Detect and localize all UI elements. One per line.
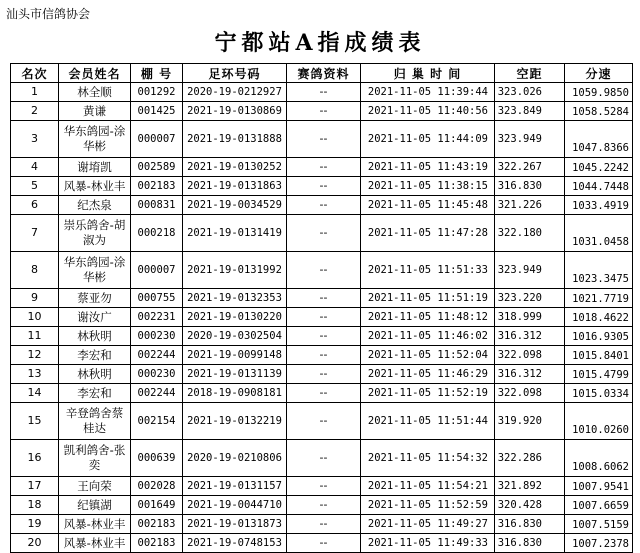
cell-ring-no: 2021-19-0132219 <box>183 403 287 440</box>
cell-pigeon-info: -- <box>287 384 361 403</box>
cell-return-time: 2021-11-05 11:45:48 <box>361 196 495 215</box>
table-row <box>11 365 633 384</box>
cell-ring-no: 2021-19-0131888 <box>183 121 287 158</box>
cell-distance: 323.949 <box>495 121 565 158</box>
table-row <box>11 158 633 177</box>
table-row <box>11 440 633 477</box>
cell-return-time: 2021-11-05 11:51:19 <box>361 289 495 308</box>
cell-loft-no: 000007 <box>131 252 183 289</box>
cell-pigeon-info: -- <box>287 496 361 515</box>
cell-member-name: 风暴-林业丰 <box>59 515 131 534</box>
cell-loft-no: 002183 <box>131 534 183 553</box>
col-header-member-name: 会员姓名 <box>59 64 131 83</box>
cell-rank: 8 <box>11 252 59 289</box>
cell-pigeon-info: -- <box>287 515 361 534</box>
cell-rank: 13 <box>11 365 59 384</box>
cell-member-name: 凯利鸽舍-张奕 <box>59 440 131 477</box>
cell-speed: 1007.2378 <box>565 534 633 553</box>
cell-member-name: 林秋明 <box>59 327 131 346</box>
table-row <box>11 496 633 515</box>
cell-loft-no: 001425 <box>131 102 183 121</box>
cell-rank: 11 <box>11 327 59 346</box>
cell-return-time: 2021-11-05 11:46:29 <box>361 365 495 384</box>
cell-ring-no: 2021-19-0130869 <box>183 102 287 121</box>
cell-pigeon-info: -- <box>287 365 361 384</box>
cell-rank: 10 <box>11 308 59 327</box>
cell-pigeon-info: -- <box>287 83 361 102</box>
table-row <box>11 477 633 496</box>
cell-loft-no: 002231 <box>131 308 183 327</box>
cell-ring-no: 2021-19-0130220 <box>183 308 287 327</box>
cell-pigeon-info: -- <box>287 121 361 158</box>
table-row <box>11 102 633 121</box>
cell-rank: 12 <box>11 346 59 365</box>
cell-return-time: 2021-11-05 11:39:44 <box>361 83 495 102</box>
page-title: 宁都站A指成绩表 <box>214 30 426 56</box>
cell-distance: 322.098 <box>495 346 565 365</box>
cell-distance: 316.830 <box>495 534 565 553</box>
cell-distance: 322.098 <box>495 384 565 403</box>
col-header-speed: 分速 <box>565 64 633 83</box>
cell-rank: 18 <box>11 496 59 515</box>
table-row <box>11 177 633 196</box>
cell-speed: 1023.3475 <box>565 252 633 289</box>
cell-ring-no: 2018-19-0908181 <box>183 384 287 403</box>
cell-pigeon-info: -- <box>287 102 361 121</box>
cell-member-name: 华东鸽园-涂华彬 <box>59 121 131 158</box>
cell-distance: 323.949 <box>495 252 565 289</box>
cell-rank: 4 <box>11 158 59 177</box>
cell-return-time: 2021-11-05 11:49:33 <box>361 534 495 553</box>
cell-member-name: 谢汝广 <box>59 308 131 327</box>
cell-rank: 16 <box>11 440 59 477</box>
cell-loft-no: 000639 <box>131 440 183 477</box>
cell-distance: 322.180 <box>495 215 565 252</box>
cell-speed: 1018.4622 <box>565 308 633 327</box>
cell-member-name: 谢堉凯 <box>59 158 131 177</box>
cell-return-time: 2021-11-05 11:54:21 <box>361 477 495 496</box>
table-body <box>11 83 633 553</box>
cell-loft-no: 000007 <box>131 121 183 158</box>
cell-loft-no: 001292 <box>131 83 183 102</box>
cell-speed: 1010.0260 <box>565 403 633 440</box>
cell-member-name: 纪杰泉 <box>59 196 131 215</box>
cell-speed: 1016.9305 <box>565 327 633 346</box>
cell-member-name: 李宏和 <box>59 384 131 403</box>
cell-ring-no: 2021-19-0130252 <box>183 158 287 177</box>
table-row <box>11 534 633 553</box>
cell-rank: 6 <box>11 196 59 215</box>
cell-rank: 5 <box>11 177 59 196</box>
cell-ring-no: 2021-19-0131873 <box>183 515 287 534</box>
cell-return-time: 2021-11-05 11:52:59 <box>361 496 495 515</box>
cell-distance: 316.312 <box>495 365 565 384</box>
cell-return-time: 2021-11-05 11:44:09 <box>361 121 495 158</box>
cell-distance: 322.267 <box>495 158 565 177</box>
cell-rank: 20 <box>11 534 59 553</box>
table-row <box>11 346 633 365</box>
cell-speed: 1045.2242 <box>565 158 633 177</box>
cell-rank: 2 <box>11 102 59 121</box>
cell-pigeon-info: -- <box>287 534 361 553</box>
cell-return-time: 2021-11-05 11:52:19 <box>361 384 495 403</box>
cell-member-name: 林秋明 <box>59 365 131 384</box>
cell-ring-no: 2021-19-0131419 <box>183 215 287 252</box>
cell-loft-no: 000831 <box>131 196 183 215</box>
cell-ring-no: 2020-19-0210806 <box>183 440 287 477</box>
cell-speed: 1044.7448 <box>565 177 633 196</box>
cell-return-time: 2021-11-05 11:47:28 <box>361 215 495 252</box>
cell-pigeon-info: -- <box>287 346 361 365</box>
table-row <box>11 83 633 102</box>
cell-return-time: 2021-11-05 11:48:12 <box>361 308 495 327</box>
cell-loft-no: 000230 <box>131 327 183 346</box>
cell-rank: 9 <box>11 289 59 308</box>
organization-name: 汕头市信鸽协会 <box>6 7 91 21</box>
cell-loft-no: 002183 <box>131 515 183 534</box>
cell-member-name: 风暴-林业丰 <box>59 534 131 553</box>
table-row <box>11 121 633 158</box>
cell-ring-no: 2021-19-0099148 <box>183 346 287 365</box>
col-header-pigeon-info: 赛鸽资料 <box>287 64 361 83</box>
cell-rank: 19 <box>11 515 59 534</box>
cell-speed: 1058.5284 <box>565 102 633 121</box>
cell-pigeon-info: -- <box>287 403 361 440</box>
col-header-distance: 空距 <box>495 64 565 83</box>
table-row <box>11 289 633 308</box>
cell-return-time: 2021-11-05 11:46:02 <box>361 327 495 346</box>
cell-distance: 318.999 <box>495 308 565 327</box>
cell-speed: 1008.6062 <box>565 440 633 477</box>
cell-loft-no: 000755 <box>131 289 183 308</box>
cell-loft-no: 002183 <box>131 177 183 196</box>
cell-loft-no: 000218 <box>131 215 183 252</box>
cell-pigeon-info: -- <box>287 327 361 346</box>
cell-loft-no: 000230 <box>131 365 183 384</box>
table-row <box>11 196 633 215</box>
cell-distance: 323.026 <box>495 83 565 102</box>
cell-pigeon-info: -- <box>287 196 361 215</box>
cell-loft-no: 002028 <box>131 477 183 496</box>
col-header-loft-no: 棚 号 <box>131 64 183 83</box>
table-row <box>11 215 633 252</box>
cell-pigeon-info: -- <box>287 177 361 196</box>
cell-distance: 316.830 <box>495 177 565 196</box>
cell-member-name: 风暴-林业丰 <box>59 177 131 196</box>
table-row <box>11 327 633 346</box>
cell-rank: 17 <box>11 477 59 496</box>
col-header-rank: 名次 <box>11 64 59 83</box>
cell-speed: 1015.4799 <box>565 365 633 384</box>
cell-distance: 321.226 <box>495 196 565 215</box>
cell-member-name: 华东鸽园-涂华彬 <box>59 252 131 289</box>
cell-distance: 323.220 <box>495 289 565 308</box>
cell-member-name: 辛登鸽舍蔡桂达 <box>59 403 131 440</box>
cell-ring-no: 2021-19-0132353 <box>183 289 287 308</box>
cell-rank: 1 <box>11 83 59 102</box>
results-table <box>10 63 633 553</box>
cell-return-time: 2021-11-05 11:54:32 <box>361 440 495 477</box>
cell-pigeon-info: -- <box>287 289 361 308</box>
cell-speed: 1007.5159 <box>565 515 633 534</box>
cell-pigeon-info: -- <box>287 477 361 496</box>
cell-loft-no: 002244 <box>131 384 183 403</box>
cell-ring-no: 2021-19-0748153 <box>183 534 287 553</box>
cell-pigeon-info: -- <box>287 440 361 477</box>
cell-ring-no: 2021-19-0044710 <box>183 496 287 515</box>
cell-distance: 320.428 <box>495 496 565 515</box>
cell-ring-no: 2021-19-0131863 <box>183 177 287 196</box>
cell-member-name: 林全顺 <box>59 83 131 102</box>
cell-return-time: 2021-11-05 11:40:56 <box>361 102 495 121</box>
cell-loft-no: 001649 <box>131 496 183 515</box>
cell-rank: 15 <box>11 403 59 440</box>
cell-pigeon-info: -- <box>287 158 361 177</box>
cell-ring-no: 2020-19-0302504 <box>183 327 287 346</box>
cell-speed: 1007.6659 <box>565 496 633 515</box>
cell-ring-no: 2021-19-0131157 <box>183 477 287 496</box>
cell-loft-no: 002244 <box>131 346 183 365</box>
cell-loft-no: 002154 <box>131 403 183 440</box>
col-header-ring-no: 足环号码 <box>183 64 287 83</box>
cell-rank: 3 <box>11 121 59 158</box>
cell-speed: 1033.4919 <box>565 196 633 215</box>
table-row <box>11 384 633 403</box>
cell-speed: 1007.9541 <box>565 477 633 496</box>
cell-return-time: 2021-11-05 11:51:44 <box>361 403 495 440</box>
cell-distance: 319.920 <box>495 403 565 440</box>
cell-speed: 1015.0334 <box>565 384 633 403</box>
cell-ring-no: 2021-19-0034529 <box>183 196 287 215</box>
cell-speed: 1047.8366 <box>565 121 633 158</box>
cell-return-time: 2021-11-05 11:49:27 <box>361 515 495 534</box>
cell-return-time: 2021-11-05 11:52:04 <box>361 346 495 365</box>
cell-member-name: 蔡亚勿 <box>59 289 131 308</box>
cell-distance: 316.830 <box>495 515 565 534</box>
cell-speed: 1059.9850 <box>565 83 633 102</box>
cell-member-name: 纪镇湖 <box>59 496 131 515</box>
cell-speed: 1031.0458 <box>565 215 633 252</box>
col-header-return-time: 归 巢 时 间 <box>361 64 495 83</box>
cell-distance: 316.312 <box>495 327 565 346</box>
table-header-row <box>11 64 633 83</box>
cell-ring-no: 2021-19-0131139 <box>183 365 287 384</box>
cell-ring-no: 2021-19-0131992 <box>183 252 287 289</box>
cell-return-time: 2021-11-05 11:38:15 <box>361 177 495 196</box>
cell-member-name: 崇乐鸽舍-胡淑为 <box>59 215 131 252</box>
cell-distance: 321.892 <box>495 477 565 496</box>
cell-rank: 7 <box>11 215 59 252</box>
cell-distance: 323.849 <box>495 102 565 121</box>
cell-loft-no: 002589 <box>131 158 183 177</box>
cell-return-time: 2021-11-05 11:51:33 <box>361 252 495 289</box>
cell-speed: 1021.7719 <box>565 289 633 308</box>
cell-member-name: 黄谦 <box>59 102 131 121</box>
cell-return-time: 2021-11-05 11:43:19 <box>361 158 495 177</box>
table-row <box>11 252 633 289</box>
table-row <box>11 515 633 534</box>
table-row <box>11 403 633 440</box>
cell-pigeon-info: -- <box>287 252 361 289</box>
cell-speed: 1015.8401 <box>565 346 633 365</box>
cell-ring-no: 2020-19-0212927 <box>183 83 287 102</box>
cell-pigeon-info: -- <box>287 308 361 327</box>
cell-distance: 322.286 <box>495 440 565 477</box>
cell-rank: 14 <box>11 384 59 403</box>
cell-pigeon-info: -- <box>287 215 361 252</box>
cell-member-name: 李宏和 <box>59 346 131 365</box>
cell-member-name: 王向荣 <box>59 477 131 496</box>
table-row <box>11 308 633 327</box>
